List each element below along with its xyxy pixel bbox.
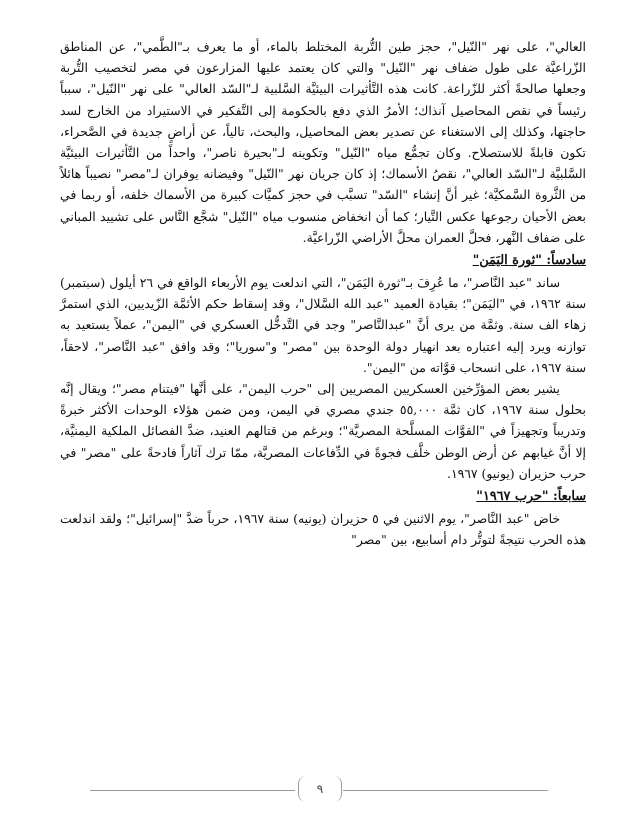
page-body [60, 36, 586, 550]
body-paragraph: العالي"، على نهر "النّيل"، حجز طين التُّربة المختلط بالماء، أو ما يعرف بـ"الطَّمي"، عن المناطق الزّراعيَّة على طول ضفاف نهر "النّيل" والتي كان يعتمد عليها المزارعون في مصر لتخصيب التُّربة وجعلها صالحةً أكثر للزّراعة. كانت هذه التَّأثيرات البيئيَّة السَّلبية لـ"السّد العالي" على نهر "النّيل"، سبباً رئيساً في نقص المحاصيل آنذاك؛ الأمرُ الذي دفع بالحكومة إلى التَّفكير في الاستيراد من الخارج لسد حاجتها، وكذلك إلى الاستغناء عن تصدير بعض المحاصيل، والبحث، تالياً، عن أراضٍ جديدة في الصَّحراء، تكون قابلةً للاستصلاح. وكان تجمُّع مياه "النّيل" وتكوينه لـ"بحيرة ناصر"، واحداً من التَّأثيرات البيئيَّة السَّلبيَّة لـ"السّد العالي"، نقصُ الأسماك؛ إذ كان جريان نهر "النّيل" وفيضانه يوفران لـ"مصر" نصيباً هائلاً من الثَّروة السَّمكيَّة؛ غير أنَّ إنشاء "السّد" تسبَّب في حجز كميَّات كبيرة من الأسماك خلفه، أو ربما في بعض الأحيان رجوعها عكس التَّيار؛ كما أن انخفاض منسوب مياه "النّيل" شجَّع النَّاس على تشييد المباني على ضفاف النَّهر، فحلَّ العمران محلَّ الأراضي الزّراعيَّة. [60, 39, 587, 245]
footer-rule [343, 790, 548, 791]
section-heading: سادساً: "ثورة اليَمَن" [472, 253, 586, 269]
body-paragraph: خاض "عبد النَّاصر"، يوم الاثنين في ٥ حزيران (يونيه) سنة ١٩٦٧، حرباً ضدَّ "إسرائيل"؛ ولقد اندلعت هذه الحرب نتيجةً لتوتُّر دام أسابيع، بين "مصر" [60, 511, 586, 548]
section-heading: سابعاً: "حرب ١٩٦٧" [476, 489, 586, 505]
body-paragraph: يشير بعض المؤرِّخين العسكريين المصريين إلى "حرب اليمن"، على أنَّها "فيتنام مصر"؛ ويقال إنَّه بحلول سنة ١٩٦٧، كان ثمَّة ٥٥,٠٠٠ جندي مصري في اليمن، ومن ضمن هؤلاء الوحدات الأكثر خبرةً وتدريباً وتجهيزاً في "القوَّات المسلَّحة المصريَّة"؛ وبرغم من قتالهم العنيد، ضدَّ الفصائل الملكية اليمنيَّة، إلا أنَّ غيابهم عن أرض الوطن خلَّف فجوةً في الدِّفاعات المصريَّة، ممّا ترك آثاراً فادحةً على "مصر" في حرب حزيران (يونيو) ١٩٦٧. [60, 381, 587, 481]
page-number: ٩ [298, 776, 342, 802]
page-footer [0, 776, 638, 806]
footer-rule [90, 790, 295, 791]
body-paragraph: ساند "عبد النَّاصر"، ما عُرِفَ بـ"ثورة اليَمَن"، التي اندلعت يوم الأربعاء الواقع في ٢٦ أيلول (سبتمبر) سنة ١٩٦٢، في "اليَمَن"؛ بقيادة العميد "عبد الله السَّلال"، وقد إسقاط حكم الأئمَّة الزّيديين، الذي استمرَّ زهاء الف سنة. وثمَّة من يرى أنَّ "عبدالنَّاصر" وجد في التَّدخُّل العسكري في "اليمن"، عملاً يستعيد به توازنه ويرد إليه اعتباره بعد انهيار دولة الوحدة بين "مصر" و"سوريا"؛ وقد وافق "عبد النَّاصر"، لاحقاً، سنة ١٩٦٧، على انسحاب قوَّاته من "اليمن". [60, 275, 586, 375]
